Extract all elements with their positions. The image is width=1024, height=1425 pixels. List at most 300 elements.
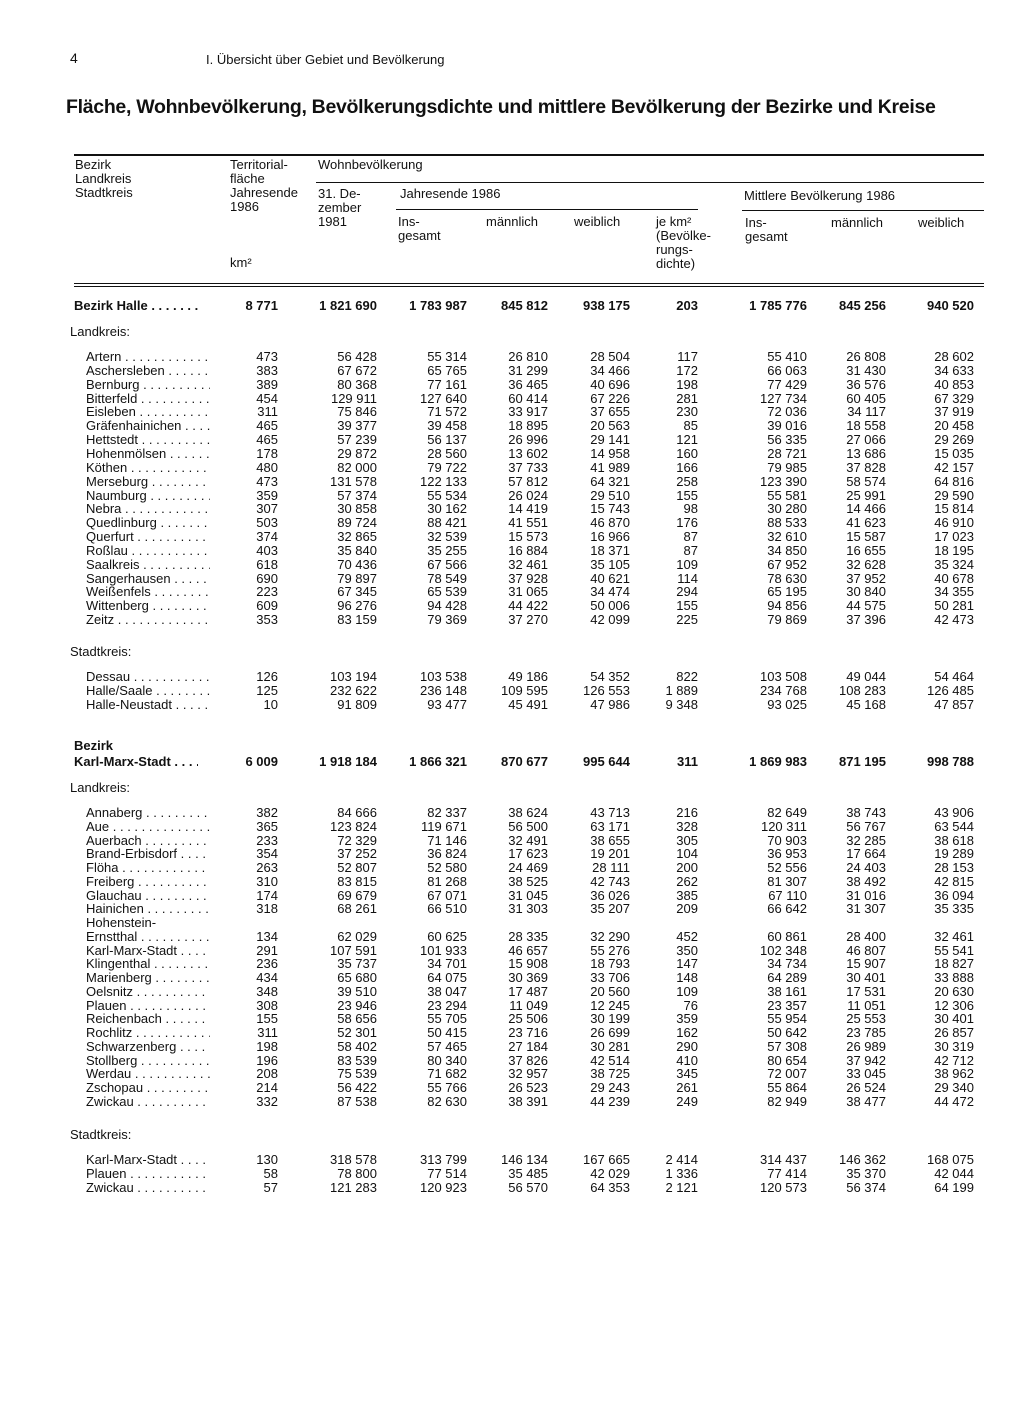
cell-col-3: 101 933 — [420, 943, 467, 958]
cell-col-3: 57 465 — [427, 1039, 467, 1054]
cell-col-9: 42 473 — [934, 612, 974, 627]
row-name: Saalkreis . . . — [86, 558, 210, 572]
cell-col-9: 20 630 — [934, 984, 974, 999]
cell-col-4: 33 917 — [508, 404, 548, 419]
cell-col-3: 50 415 — [427, 1025, 467, 1040]
cell-col-5: 938 175 — [583, 298, 630, 313]
cell-col-4: 37 733 — [508, 460, 548, 475]
cell-col-7: 79 869 — [767, 612, 807, 627]
cell-col-4: 37 826 — [508, 1053, 548, 1068]
cell-col-6: 305 — [676, 833, 698, 848]
cell-col-7: 120 573 — [760, 1180, 807, 1195]
cell-col-3: 55 534 — [427, 488, 467, 503]
cell-col-2: 121 283 — [330, 1180, 377, 1195]
cell-col-9: 47 857 — [934, 697, 974, 712]
cell-col-4: 16 884 — [508, 543, 548, 558]
cell-col-5: 35 105 — [590, 557, 630, 572]
cell-col-5: 28 504 — [590, 349, 630, 364]
header-maennlich-2: männlich — [831, 215, 884, 230]
header-dichte: je km² (Bevölke- rungs- dichte) — [656, 214, 711, 271]
cell-col-1: 389 — [256, 377, 278, 392]
cell-col-7: 30 280 — [767, 501, 807, 516]
row-name: Sangerhausen . . . — [86, 572, 210, 586]
cell-col-4: 27 184 — [508, 1039, 548, 1054]
cell-col-4: 37 928 — [508, 571, 548, 586]
cell-col-8: 16 655 — [846, 543, 886, 558]
cell-col-8: 45 168 — [846, 697, 886, 712]
cell-col-7: 34 850 — [767, 543, 807, 558]
cell-col-1: 311 — [257, 404, 278, 419]
cell-col-2: 123 824 — [330, 819, 377, 834]
cell-col-7: 77 414 — [767, 1166, 807, 1181]
cell-col-5: 15 743 — [590, 501, 630, 516]
row-name: Klingenthal . . . — [86, 957, 210, 971]
cell-col-6: 290 — [676, 1039, 698, 1054]
cell-col-9: 33 888 — [934, 970, 974, 985]
cell-col-7: 81 307 — [767, 874, 807, 889]
cell-col-2: 39 377 — [337, 418, 377, 433]
cell-col-3: 55 705 — [427, 1011, 467, 1026]
row-name: Roßlau . . . — [86, 544, 210, 558]
cell-col-2: 23 946 — [337, 998, 377, 1013]
cell-col-2: 82 000 — [337, 460, 377, 475]
table-row — [0, 806, 1024, 820]
cell-col-7: 103 508 — [760, 669, 807, 684]
cell-col-1: 307 — [256, 501, 278, 516]
cell-col-9: 35 324 — [934, 557, 974, 572]
cell-col-1: 125 — [256, 683, 278, 698]
cell-col-1: 8 771 — [245, 298, 278, 313]
cell-col-8: 26 808 — [846, 349, 886, 364]
cell-col-3: 52 580 — [427, 860, 467, 875]
cell-col-2: 39 510 — [337, 984, 377, 999]
cell-col-1: 318 — [256, 901, 278, 916]
cell-col-8: 15 907 — [846, 956, 886, 971]
table-row — [0, 971, 1024, 985]
cell-col-9: 32 461 — [934, 929, 974, 944]
cell-col-5: 126 553 — [583, 683, 630, 698]
header-insgesamt-2: Ins- gesamt — [745, 215, 788, 244]
table-row — [0, 1067, 1024, 1081]
cell-col-6: 281 — [676, 391, 698, 406]
cell-col-9: 28 153 — [934, 860, 974, 875]
cell-col-9: 15 035 — [934, 446, 974, 461]
cell-col-2: 103 194 — [330, 669, 377, 684]
cell-col-8: 30 401 — [846, 970, 886, 985]
cell-col-2: 83 815 — [337, 874, 377, 889]
cell-col-6: 98 — [683, 501, 698, 516]
table-row — [0, 350, 1024, 364]
cell-col-4: 26 996 — [508, 432, 548, 447]
cell-col-1: 130 — [256, 1152, 278, 1167]
cell-col-4: 15 573 — [508, 529, 548, 544]
cell-col-4: 26 810 — [508, 349, 548, 364]
header-weiblich-1: weiblich — [574, 214, 621, 229]
cell-col-6: 350 — [676, 943, 698, 958]
row-name: Hettstedt . . . — [86, 433, 210, 447]
cell-col-2: 131 578 — [330, 474, 377, 489]
cell-col-2: 65 680 — [337, 970, 377, 985]
page-title: Fläche, Wohnbevölkerung, Bevölkerungsdichte und mittlere Bevölkerung der Bezirke und Kreise — [66, 96, 936, 118]
cell-col-3: 65 539 — [427, 584, 467, 599]
cell-col-3: 66 510 — [427, 901, 467, 916]
cell-col-5: 67 226 — [590, 391, 630, 406]
cell-col-4: 38 624 — [508, 805, 548, 820]
cell-col-7: 66 642 — [767, 901, 807, 916]
cell-col-3: 80 340 — [427, 1053, 467, 1068]
cell-col-2: 29 872 — [337, 446, 377, 461]
cell-col-5: 42 029 — [590, 1166, 630, 1181]
cell-col-9: 67 329 — [934, 391, 974, 406]
cell-col-3: 82 630 — [427, 1094, 467, 1109]
table-row — [0, 1026, 1024, 1040]
table-row — [0, 916, 1024, 930]
cell-col-6: 162 — [676, 1025, 698, 1040]
cell-col-5: 30 199 — [590, 1011, 630, 1026]
cell-col-7: 80 654 — [767, 1053, 807, 1068]
cell-col-9: 12 306 — [934, 998, 974, 1013]
table-row — [0, 820, 1024, 834]
cell-col-7: 55 954 — [767, 1011, 807, 1026]
cell-col-2: 96 276 — [337, 598, 377, 613]
cell-col-3: 64 075 — [427, 970, 467, 985]
row-name: Aschersleben . . . — [86, 364, 210, 378]
cell-col-1: 134 — [256, 929, 278, 944]
cell-col-9: 29 590 — [934, 488, 974, 503]
header-maennlich-1: männlich — [486, 214, 539, 229]
cell-col-4: 41 551 — [508, 515, 548, 530]
row-name: Naumburg . . . — [86, 489, 210, 503]
table-row — [0, 957, 1024, 971]
cell-col-6: 230 — [676, 404, 698, 419]
cell-col-3: 28 560 — [427, 446, 467, 461]
cell-col-8: 25 991 — [846, 488, 886, 503]
row-name: Plauen . . . — [86, 999, 210, 1013]
cell-col-5: 55 276 — [590, 943, 630, 958]
cell-col-6: 249 — [676, 1094, 698, 1109]
cell-col-1: 359 — [256, 488, 278, 503]
cell-col-1: 308 — [256, 998, 278, 1013]
cell-col-5: 26 699 — [590, 1025, 630, 1040]
cell-col-8: 35 370 — [846, 1166, 886, 1181]
header-bezirk: Bezirk Landkreis Stadtkreis — [75, 157, 133, 200]
cell-col-7: 88 533 — [767, 515, 807, 530]
page-number: 4 — [70, 50, 78, 66]
row-name: Hohenstein- — [86, 916, 157, 930]
cell-col-1: 382 — [256, 805, 278, 820]
cell-col-6: 328 — [676, 819, 698, 834]
header-dezember-1981: 31. De- zember 1981 — [318, 186, 362, 229]
table-row — [0, 930, 1024, 944]
cell-col-8: 14 466 — [846, 501, 886, 516]
cell-col-8: 34 117 — [847, 404, 886, 419]
cell-col-2: 83 159 — [337, 612, 377, 627]
cell-col-8: 15 587 — [846, 529, 886, 544]
cell-col-7: 34 734 — [767, 956, 807, 971]
cell-col-4: 38 391 — [508, 1094, 548, 1109]
cell-col-6: 76 — [683, 998, 698, 1013]
table-row — [0, 1095, 1024, 1109]
table-top-rule — [74, 154, 984, 156]
cell-col-6: 452 — [676, 929, 698, 944]
row-name: Querfurt . . . — [86, 530, 210, 544]
cell-col-5: 43 713 — [590, 805, 630, 820]
cell-col-8: 37 828 — [846, 460, 886, 475]
cell-col-2: 1 918 184 — [319, 754, 377, 769]
row-name: Karl-Marx-Stadt . . . — [74, 755, 198, 769]
cell-col-8: 32 628 — [846, 557, 886, 572]
cell-col-5: 38 725 — [590, 1066, 630, 1081]
cell-col-9: 42 157 — [934, 460, 974, 475]
cell-col-3: 55 314 — [427, 349, 467, 364]
cell-col-8: 17 664 — [846, 846, 886, 861]
cell-col-4: 44 422 — [508, 598, 548, 613]
cell-col-7: 72 007 — [767, 1066, 807, 1081]
header-bottom-rule-2 — [74, 286, 984, 287]
cell-col-8: 27 066 — [846, 432, 886, 447]
cell-col-6: 104 — [676, 846, 698, 861]
cell-col-5: 14 958 — [590, 446, 630, 461]
row-name: Artern . . . — [86, 350, 210, 364]
cell-col-7: 82 949 — [767, 1094, 807, 1109]
cell-col-1: 58 — [263, 1166, 278, 1181]
cell-col-3: 81 268 — [427, 874, 467, 889]
cell-col-2: 129 911 — [330, 391, 377, 406]
cell-col-4: 38 525 — [508, 874, 548, 889]
row-name: Marienberg . . . — [86, 971, 210, 985]
table-row — [0, 1167, 1024, 1181]
cell-col-2: 52 807 — [337, 860, 377, 875]
cell-col-9: 18 195 — [934, 543, 974, 558]
row-name: Flöha . . . — [86, 861, 210, 875]
cell-col-5: 167 665 — [583, 1152, 630, 1167]
row-name: Bernburg . . . — [86, 378, 210, 392]
cell-col-5: 40 696 — [590, 377, 630, 392]
cell-col-3: 1 783 987 — [409, 298, 467, 313]
cell-col-6: 359 — [676, 1011, 698, 1026]
cell-col-6: 114 — [677, 571, 698, 586]
cell-col-1: 690 — [256, 571, 278, 586]
cell-col-8: 32 285 — [846, 833, 886, 848]
cell-col-4: 15 908 — [508, 956, 548, 971]
table-row — [0, 698, 1024, 712]
table-row — [0, 585, 1024, 599]
cell-col-7: 39 016 — [767, 418, 807, 433]
cell-col-6: 261 — [676, 1080, 698, 1095]
cell-col-4: 31 303 — [508, 901, 548, 916]
cell-col-9: 26 857 — [934, 1025, 974, 1040]
cell-col-2: 56 428 — [337, 349, 377, 364]
cell-col-5: 35 207 — [590, 901, 630, 916]
cell-col-1: 348 — [256, 984, 278, 999]
cell-col-7: 127 734 — [760, 391, 807, 406]
cell-col-5: 18 371 — [590, 543, 630, 558]
cell-col-1: 383 — [256, 363, 278, 378]
row-name: Brand-Erbisdorf . . . — [86, 847, 210, 861]
table-row — [0, 875, 1024, 889]
row-name: Schwarzenberg . . . — [86, 1040, 210, 1054]
cell-col-2: 87 538 — [337, 1094, 377, 1109]
cell-col-4: 11 049 — [509, 998, 548, 1013]
cell-col-5: 44 239 — [590, 1094, 630, 1109]
cell-col-4: 146 134 — [501, 1152, 548, 1167]
row-name: Zwickau . . . — [86, 1181, 210, 1195]
cell-col-5: 41 989 — [590, 460, 630, 475]
row-name: Glauchau . . . — [86, 889, 210, 903]
cell-col-1: 403 — [256, 543, 278, 558]
cell-col-9: 20 458 — [934, 418, 974, 433]
landkreis-label-halle: Landkreis: — [70, 324, 130, 339]
cell-col-1: 223 — [256, 584, 278, 599]
cell-col-7: 72 036 — [767, 404, 807, 419]
cell-col-3: 38 047 — [427, 984, 467, 999]
cell-col-4: 25 506 — [508, 1011, 548, 1026]
cell-col-2: 232 622 — [330, 683, 377, 698]
cell-col-7: 57 308 — [767, 1039, 807, 1054]
cell-col-2: 80 368 — [337, 377, 377, 392]
cell-col-9: 42 712 — [934, 1053, 974, 1068]
cell-col-9: 36 094 — [934, 888, 974, 903]
cell-col-5: 34 466 — [590, 363, 630, 378]
cell-col-4: 18 895 — [508, 418, 548, 433]
cell-col-6: 216 — [676, 805, 698, 820]
cell-col-4: 32 957 — [508, 1066, 548, 1081]
cell-col-4: 30 369 — [508, 970, 548, 985]
cell-col-5: 28 111 — [592, 860, 630, 875]
cell-col-9: 30 401 — [934, 1011, 974, 1026]
cell-col-7: 102 348 — [760, 943, 807, 958]
cell-col-9: 28 602 — [934, 349, 974, 364]
row-name: Hohenmölsen . . . — [86, 447, 210, 461]
cell-col-5: 19 201 — [590, 846, 630, 861]
row-name: Stollberg . . . — [86, 1054, 210, 1068]
cell-col-5: 18 793 — [590, 956, 630, 971]
cell-col-6: 87 — [683, 543, 698, 558]
cell-col-9: 15 814 — [934, 501, 974, 516]
cell-col-8: 56 767 — [846, 819, 886, 834]
table-row — [0, 364, 1024, 378]
table-row — [0, 861, 1024, 875]
cell-col-2: 1 821 690 — [319, 298, 377, 313]
header-mittlere-bevoelkerung: Mittlere Bevölkerung 1986 — [744, 188, 896, 203]
cell-col-1: 196 — [256, 1053, 278, 1068]
table-row — [0, 447, 1024, 461]
cell-col-7: 28 721 — [767, 446, 807, 461]
table-row — [0, 599, 1024, 613]
cell-col-9: 46 910 — [934, 515, 974, 530]
cell-col-6: 109 — [676, 984, 698, 999]
cell-col-9: 54 464 — [934, 669, 974, 684]
table-row — [0, 1181, 1024, 1195]
cell-col-7: 82 649 — [767, 805, 807, 820]
cell-col-5: 40 621 — [590, 571, 630, 586]
cell-col-6: 258 — [676, 474, 698, 489]
row-name: Weißenfels . . . — [86, 585, 210, 599]
cell-col-4: 46 657 — [508, 943, 548, 958]
cell-col-9: 34 355 — [934, 584, 974, 599]
cell-col-9: 29 340 — [934, 1080, 974, 1095]
cell-col-3: 36 824 — [427, 846, 467, 861]
cell-col-5: 42 743 — [590, 874, 630, 889]
cell-col-9: 42 044 — [934, 1166, 974, 1181]
header-insgesamt-1: Ins- gesamt — [398, 214, 441, 243]
header-flaeche: Territorial- fläche Jahresende 1986 — [230, 157, 298, 214]
cell-col-9: 40 853 — [934, 377, 974, 392]
cell-col-6: 262 — [676, 874, 698, 889]
table-row — [0, 419, 1024, 433]
cell-col-2: 67 345 — [337, 584, 377, 599]
cell-col-2: 91 809 — [337, 697, 377, 712]
cell-col-7: 66 063 — [767, 363, 807, 378]
cell-col-2: 32 865 — [337, 529, 377, 544]
cell-col-7: 77 429 — [767, 377, 807, 392]
table-row — [0, 544, 1024, 558]
cell-col-3: 60 625 — [427, 929, 467, 944]
cell-col-6: 198 — [676, 377, 698, 392]
bezirk-kms-row — [0, 755, 1024, 769]
cell-col-7: 1 785 776 — [749, 298, 807, 313]
cell-col-2: 78 800 — [337, 1166, 377, 1181]
header-bottom-rule — [74, 283, 984, 284]
cell-col-2: 62 029 — [337, 929, 377, 944]
cell-col-2: 83 539 — [337, 1053, 377, 1068]
cell-col-6: 85 — [683, 418, 698, 433]
cell-col-8: 37 942 — [846, 1053, 886, 1068]
cell-col-2: 75 846 — [337, 404, 377, 419]
cell-col-2: 69 679 — [337, 888, 377, 903]
table-row — [0, 985, 1024, 999]
row-name: Eisleben . . . — [86, 405, 210, 419]
stadtkreis-label-kms: Stadtkreis: — [70, 1127, 132, 1142]
cell-col-2: 75 539 — [337, 1066, 377, 1081]
cell-col-1: 332 — [256, 1094, 278, 1109]
cell-col-8: 38 492 — [846, 874, 886, 889]
cell-col-3: 236 148 — [420, 683, 467, 698]
cell-col-5: 32 290 — [590, 929, 630, 944]
cell-col-7: 314 437 — [760, 1152, 807, 1167]
cell-col-1: 465 — [256, 418, 278, 433]
cell-col-8: 38 477 — [846, 1094, 886, 1109]
cell-col-8: 41 623 — [846, 515, 886, 530]
row-name: Zeitz . . . — [86, 613, 210, 627]
cell-col-7: 93 025 — [767, 697, 807, 712]
table-row — [0, 461, 1024, 475]
cell-col-1: 126 — [256, 669, 278, 684]
cell-col-8: 31 016 — [846, 888, 886, 903]
row-name: Karl-Marx-Stadt . . . — [86, 1153, 210, 1167]
table-row — [0, 516, 1024, 530]
cell-col-2: 57 239 — [337, 432, 377, 447]
cell-col-7: 67 110 — [768, 888, 807, 903]
cell-col-5: 36 026 — [590, 888, 630, 903]
cell-col-7: 55 410 — [767, 349, 807, 364]
cell-col-8: 30 840 — [846, 584, 886, 599]
cell-col-8: 23 785 — [846, 1025, 886, 1040]
cell-col-5: 64 353 — [590, 1180, 630, 1195]
cell-col-5: 12 245 — [590, 998, 630, 1013]
cell-col-3: 39 458 — [427, 418, 467, 433]
cell-col-6: 2 414 — [665, 1152, 698, 1167]
cell-col-2: 56 422 — [337, 1080, 377, 1095]
cell-col-1: 353 — [256, 612, 278, 627]
cell-col-3: 32 539 — [427, 529, 467, 544]
row-name: Dessau . . . — [86, 670, 210, 684]
cell-col-8: 38 743 — [846, 805, 886, 820]
cell-col-6: 121 — [676, 432, 698, 447]
cell-col-6: 822 — [676, 669, 698, 684]
cell-col-9: 50 281 — [934, 598, 974, 613]
cell-col-3: 34 701 — [427, 956, 467, 971]
